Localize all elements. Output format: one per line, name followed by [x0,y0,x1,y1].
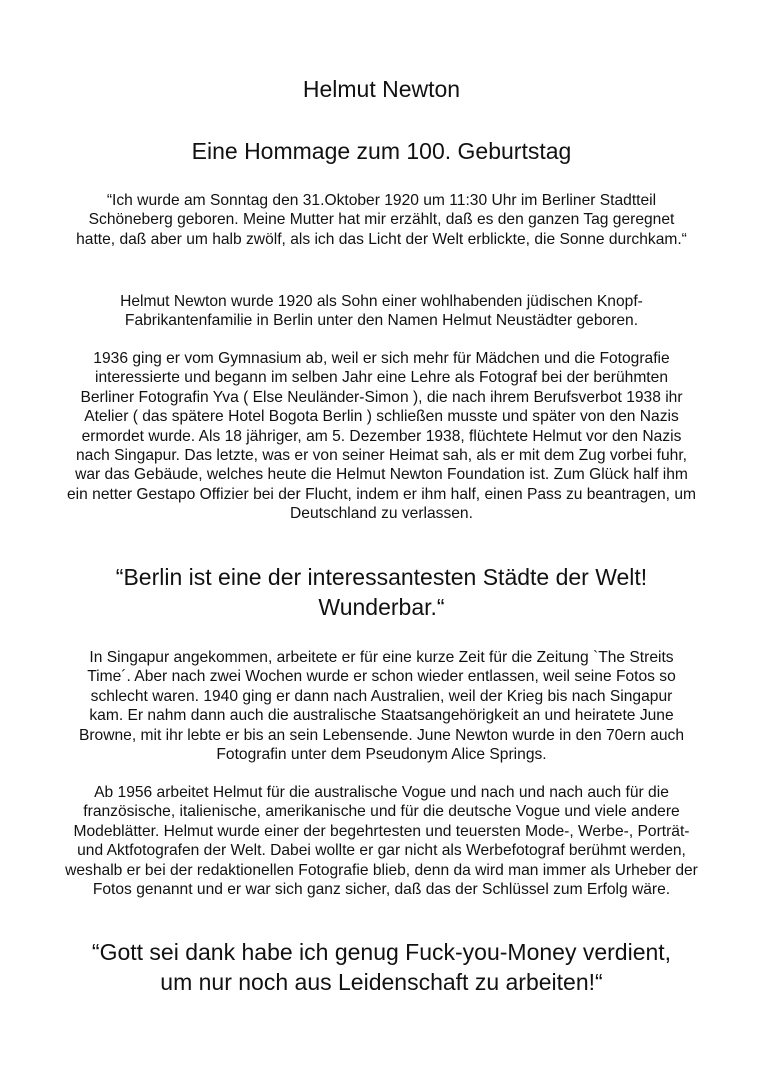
youth-paragraph: 1936 ging er vom Gymnasium ab, weil er sich mehr für Mädchen und die Fotografie interessierte und begann im selben Jahr eine Lehre als Fotograf bei der berühmten Berliner Fotografin Yva ( Else Neuländer-Simon ), die nach ihrem Berufsverbot 1938 ihr Atelier ( das spätere Hotel Bogota Berlin ) schließen musste und später von den Nazis ermordet wurde. Als 18 jähriger, am 5. Dezember 1938, flüchtete Helmut vor den Nazis nach Singapur. Das letzte, was er von seiner Heimat sah, als er mit dem Zug vorbei fuhr, war das Gebäude, welches heute die Helmut Newton Foundation ist. Zum Glück half ihm ein netter Gestapo Offizier bei der Flucht, indem er ihm half, einen Pass zu beantragen, um Deutschland zu verlassen. [67,350,696,523]
page-title: Helmut Newton [302,76,461,102]
intro-quote-paragraph: “Ich wurde am Sonntag den 31.Oktober 1920 um 11:30 Uhr im Berliner Stadtteil Schöneberg geboren. Meine Mutter hat mir erzählt, daß es den ganzen Tag geregnet hatte, daß aber um halb zwölf, als ich das Licht der Welt erblickte, die Sonne durchkam.“ [76,192,687,248]
vogue-paragraph: Ab 1956 arbeitet Helmut für die australische Vogue und nach und nach auch für die französische, italienische, amerikanische und für die deutsche Vogue und viele andere Modeblätter. Helmut wurde einer der begehrtesten und teuersten Mode-, Werbe-, Porträt- und Aktfotografen der Welt. Dabei wollte er gar nicht als Werbefotograf berühmt werden, weshalb er bei der redaktionellen Fotografie blieb, denn da wird man immer als Urheber der Fotos genannt und er war sich ganz sicher, daß das der Schlüssel zum Erfolg wäre. [65,784,698,899]
berlin-quote: “Berlin ist eine der interessantesten Städte der Welt! Wunderbar.“ [115,564,648,620]
page-subtitle: Eine Hommage zum 100. Geburtstag [191,138,572,164]
singapore-paragraph: In Singapur angekommen, arbeitete er für eine kurze Zeit für die Zeitung `The Streits Time´. Aber nach zwei Wochen wurde er schon wieder entlassen, weil seine Fotos so schlecht waren. 1940 ging er dann nach Australien, weil der Krieg bis nach Singapur kam. Er nahm dann auch die australische Staatsangehörigkeit an und heiratete June Browne, mit ihr lebte er bis an sein Lebensende. June Newton wurde in den 70ern auch Fotografin unter dem Pseudonym Alice Springs. [78,649,685,764]
money-quote: “Gott sei dank habe ich genug Fuck-you-Money verdient, um nur noch aus Leidenschaft zu arbeiten!“ [91,939,672,995]
birth-paragraph: Helmut Newton wurde 1920 als Sohn einer wohlhabenden jüdischen Knopf-Fabrikantenfamilie in Berlin unter den Namen Helmut Neustädter geboren. [120,293,643,330]
